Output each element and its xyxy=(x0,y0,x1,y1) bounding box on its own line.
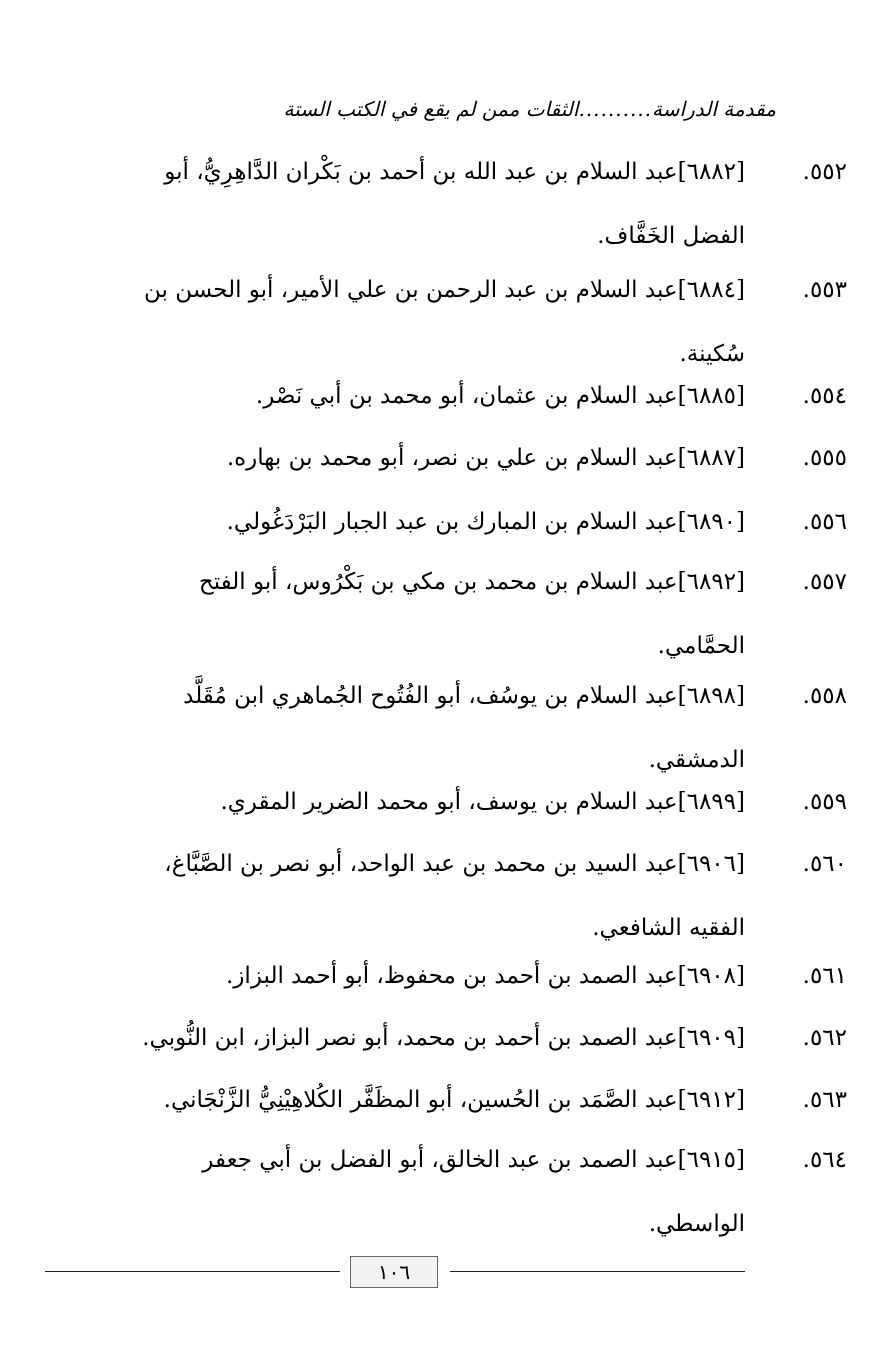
entry-560 xyxy=(164,842,847,950)
entry-line: الدمشقي. xyxy=(648,747,745,773)
entry-563 xyxy=(163,1078,847,1122)
header-right-title: الثقات ممن لم يقع في الكتب الستة xyxy=(283,97,579,121)
entry-559 xyxy=(220,780,847,824)
entry-line: [٦٩٠٩]عبد الصمد بن أحمد بن محمد، أبو نصر البزاز، ابن النُّوبي. xyxy=(142,1025,745,1051)
entry-line: [٦٨٩٨]عبد السلام بن يوسُف، أبو الفُتُوح الجُماهري ابن مُقَلَّد xyxy=(183,683,745,709)
header-left-title: مقدمة الدراسة xyxy=(652,97,776,121)
footer-rule-right xyxy=(450,1271,745,1272)
entry-number: ٥٥٥. xyxy=(802,445,847,471)
entry-552 xyxy=(164,150,847,258)
entry-number: ٥٦٣. xyxy=(802,1087,847,1113)
entry-number: ٥٥٩. xyxy=(802,789,847,815)
entry-561 xyxy=(226,954,847,998)
entry-line: [٦٨٨٧]عبد السلام بن علي بن نصر، أبو محمد بن بهاره. xyxy=(226,445,745,471)
entry-line: [٦٨٩٢]عبد السلام بن محمد بن مكي بن بَكْرُوس، أبو الفتح xyxy=(198,569,745,595)
footer-rule-left xyxy=(45,1271,340,1272)
entry-line: الفقيه الشافعي. xyxy=(592,915,745,941)
entry-line: [٦٨٨٤]عبد السلام بن عبد الرحمن بن علي الأمير، أبو الحسن بن xyxy=(143,277,745,303)
entry-number: ٥٥٨. xyxy=(802,683,847,709)
entry-number: ٥٦٢. xyxy=(802,1025,847,1051)
entry-number: ٥٦٠. xyxy=(802,851,847,877)
entry-line: الواسطي. xyxy=(648,1211,745,1237)
header-dots: .......... xyxy=(578,97,653,121)
entry-line: [٦٨٩٩]عبد السلام بن يوسف، أبو محمد الضرير المقري. xyxy=(220,789,745,815)
entry-number: ٥٦٤. xyxy=(802,1147,847,1173)
entry-line: [٦٨٨٥]عبد السلام بن عثمان، أبو محمد بن أبي نَصْر. xyxy=(255,383,745,409)
page-footer xyxy=(45,1262,745,1282)
entry-number: ٥٦١. xyxy=(802,963,847,989)
entry-number: ٥٥٢. xyxy=(802,159,847,185)
entry-line: [٦٩١٢]عبد الصَّمَد بن الحُسين، أبو المظَفَّر الكُلاهِيْنِيُّ الزَّنْجَاني. xyxy=(163,1087,745,1113)
entry-number: ٥٥٣. xyxy=(802,277,847,303)
entry-number: ٥٥٧. xyxy=(802,569,847,595)
entry-555 xyxy=(226,436,847,480)
entry-556 xyxy=(226,500,847,544)
entry-line: [٦٩٠٨]عبد الصمد بن أحمد بن محفوظ، أبو أحمد البزاز. xyxy=(226,963,745,989)
entry-line: الفضل الخَفَّاف. xyxy=(597,223,745,249)
entry-564 xyxy=(202,1138,847,1246)
page-number-box xyxy=(350,1256,438,1288)
entry-line: [٦٨٨٢]عبد السلام بن عبد الله بن أحمد بن بَكْران الدَّاهِرِيُّ، أبو xyxy=(164,159,745,185)
entry-number: ٥٥٦. xyxy=(802,509,847,535)
entry-line: [٦٩٠٦]عبد السيد بن محمد بن عبد الواحد، أبو نصر بن الصَّبَّاغ، xyxy=(164,851,745,877)
entry-562 xyxy=(142,1016,847,1060)
entry-line: [٦٨٩٠]عبد السلام بن المبارك بن عبد الجبار البَرْدَغُولي. xyxy=(226,509,745,535)
entry-558 xyxy=(183,674,847,782)
page-number: ١٠٦ xyxy=(377,1260,411,1284)
running-header xyxy=(86,92,776,126)
entry-number: ٥٥٤. xyxy=(802,383,847,409)
entry-554 xyxy=(255,374,847,418)
entry-553 xyxy=(143,268,847,376)
entry-line: سُكينة. xyxy=(679,341,745,367)
entry-557 xyxy=(198,560,847,668)
entry-line: الحمَّامي. xyxy=(657,633,745,659)
entry-line: [٦٩١٥]عبد الصمد بن عبد الخالق، أبو الفضل بن أبي جعفر xyxy=(202,1147,745,1173)
